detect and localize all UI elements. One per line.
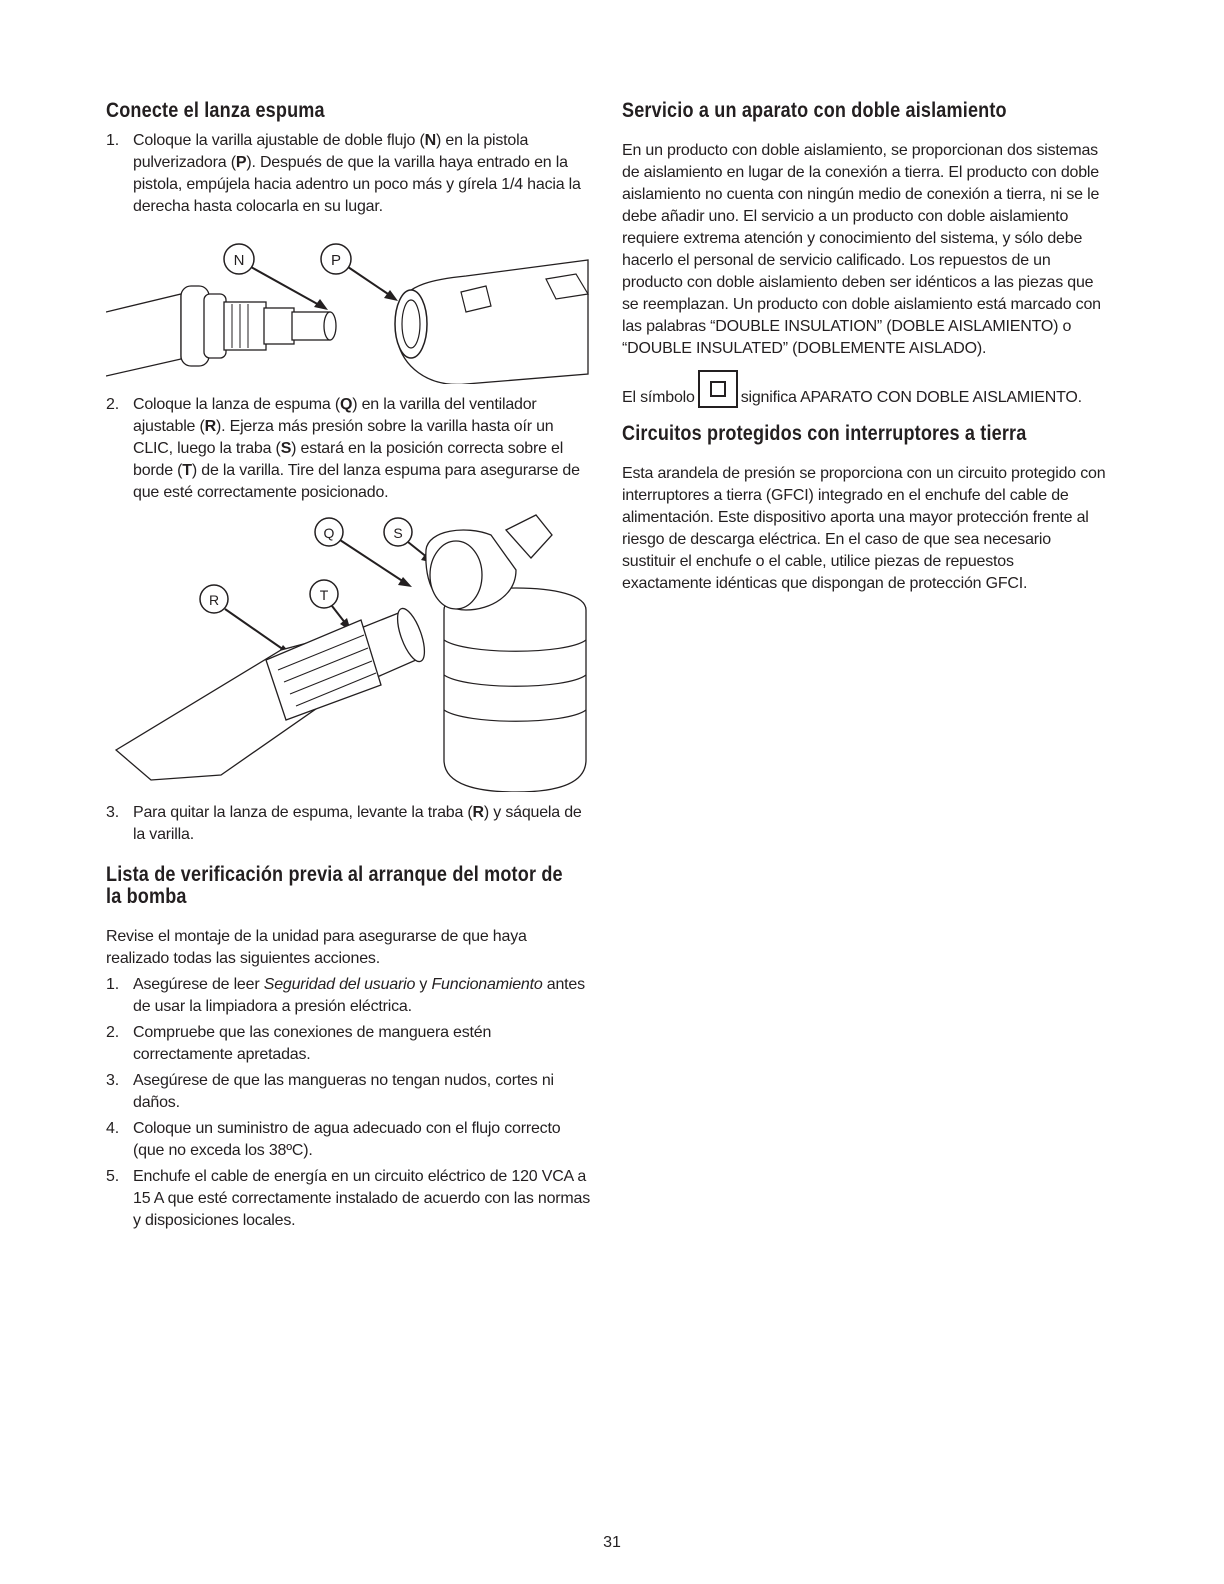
ref-letter: R [204,418,216,435]
double-insulation-body: En un producto con doble aislamiento, se proporcionan dos sistemas de aislamiento en lugar de la conexión a tierra. El producto con doble aislamiento no cuenta con ningún medio de conexión a tierra, ni se le debe añadir uno. El servicio a un producto con doble aislamiento requiere extrema atención y conocimiento del sistema, y sólo debe hacerlo el personal de servicio calificado. Los repuestos de un producto con doble aislamiento deben ser idénticos a las piezas que se reemplazan. Un producto con doble aislamiento está marcado con las palabras “DOUBLE INSULATION” (DOBLE AISLAMIENTO) o “DOUBLE INSULATED” (DOBLEMENTE AISLADO). [622,142,1101,357]
checklist-item-1 [106,974,594,1018]
foam-lance-steps [106,130,594,218]
item-text: Enchufe el cable de energía en un circuito eléctrico de 120 VCA a 15 A que esté correctamente instalado de acuerdo con las normas y disposiciones locales. [133,1168,591,1229]
step-text-c: ). Ejerza más presión sobre la varilla hasta oír un CLIC, luego la traba ( [133,418,554,457]
left-column [106,100,594,1236]
item-text: Asegúrese de leer [133,976,264,993]
double-insulation-symbol-icon [698,370,738,408]
item-number: 5. [106,1168,119,1185]
double-insulation-symbol-line [622,370,1106,409]
step-number: 2. [106,396,119,413]
italic-ref: Funcionamiento [431,976,543,993]
checklist-item-2 [106,1022,594,1066]
step-number: 3. [106,804,119,821]
callout-p-label: P [330,252,342,269]
checklist [106,974,594,1232]
step-text-d: ) estará en la posición correcta sobre el borde ( [133,440,564,479]
step-3 [106,802,594,846]
section-title-prestart-checklist: Lista de verificación previa al arranque del motor de la bomba [106,863,563,908]
step-text-b: ) en la varilla del ventilador ajustable ( [133,396,537,435]
callout-s-label: S [393,525,403,541]
callout-n-label: N [233,252,245,269]
step-text-e: ) de la varilla. Tire del lanza espuma para asegurarse de que esté correctamente posicionado. [133,462,580,501]
symbol-text-before: El símbolo [622,389,695,406]
item-text: antes de usar la limpiadora a presión eléctrica. [133,976,585,1015]
callout-r-label: R [208,592,220,608]
gfci-body: Esta arandela de presión se proporciona con un circuito protegido con interruptores a tierra (GFCI) integrado en el enchufe del cable de alimentación. Este dispositivo aporta una mayor protección frente al riesgo de descarga eléctrica. En el caso de que sea necesario sustituir el enchufe o el cable, utilice piezas de repuestos exactamente idénticas que dispongan de protección GFCI. [622,465,1106,592]
ref-letter: P [235,154,247,171]
step-text-a: Para quitar la lanza de espuma, levante la traba ( [133,804,473,821]
checklist-intro: Revise el montaje de la unidad para asegurarse de que haya realizado todas las siguientes acciones. [106,928,527,967]
foam-lance-steps-3 [106,802,594,846]
ref-letter: R [472,804,484,821]
right-column [622,100,1106,595]
item-text: y [415,976,432,993]
step-text-a: Coloque la lanza de espuma ( [133,396,340,413]
item-number: 4. [106,1120,119,1137]
step-text-b: ) en la pistola pulverizadora ( [133,132,529,171]
item-number: 1. [106,976,119,993]
checklist-item-3 [106,1070,594,1114]
checklist-item-5 [106,1166,594,1232]
item-number: 2. [106,1024,119,1041]
ref-letter: S [280,440,292,457]
step-text-c: ). Después de que la varilla haya entrado en la pistola, empújela hacia adentro un poco más y gírela 1/4 hacia la derecha hasta colocarla en su lugar. [133,154,581,215]
symbol-text-after: significa APARATO CON DOBLE AISLAMIENTO. [740,389,1082,406]
callout-t-label: T [319,587,329,603]
item-text: Compruebe que las conexiones de manguera estén correctamente apretadas. [133,1024,492,1063]
ref-letter: T [182,462,192,479]
section-title-double-insulation: Servicio a un aparato con doble aislamiento [622,99,1007,122]
step-2 [106,394,594,504]
callout-q-label: Q [323,525,335,541]
item-text: Asegúrese de que las mangueras no tengan nudos, cortes ni daños. [133,1072,554,1111]
checklist-item-4 [106,1118,594,1162]
ref-letter: N [424,132,436,149]
step-text-a: Coloque la varilla ajustable de doble flujo ( [133,132,425,149]
page-number: 31 [603,1534,621,1551]
step-1 [106,130,594,218]
item-number: 3. [106,1072,119,1089]
section-title-foam-lance: Conecte el lanza espuma [106,99,325,122]
section-title-gfci: Circuitos protegidos con interruptores a tierra [622,422,1027,445]
foam-lance-steps-2 [106,394,594,504]
wand-gun-illustration [106,224,594,384]
step-number: 1. [106,132,119,149]
step-text-b: ) y sáquela de la varilla. [133,804,582,843]
ref-letter: Q [339,396,353,413]
item-text: Coloque un suministro de agua adecuado con el flujo correcto (que no exceda los 38ºC). [133,1120,561,1159]
italic-ref: Seguridad del usuario [263,976,416,993]
foam-lance-illustration [106,510,594,792]
